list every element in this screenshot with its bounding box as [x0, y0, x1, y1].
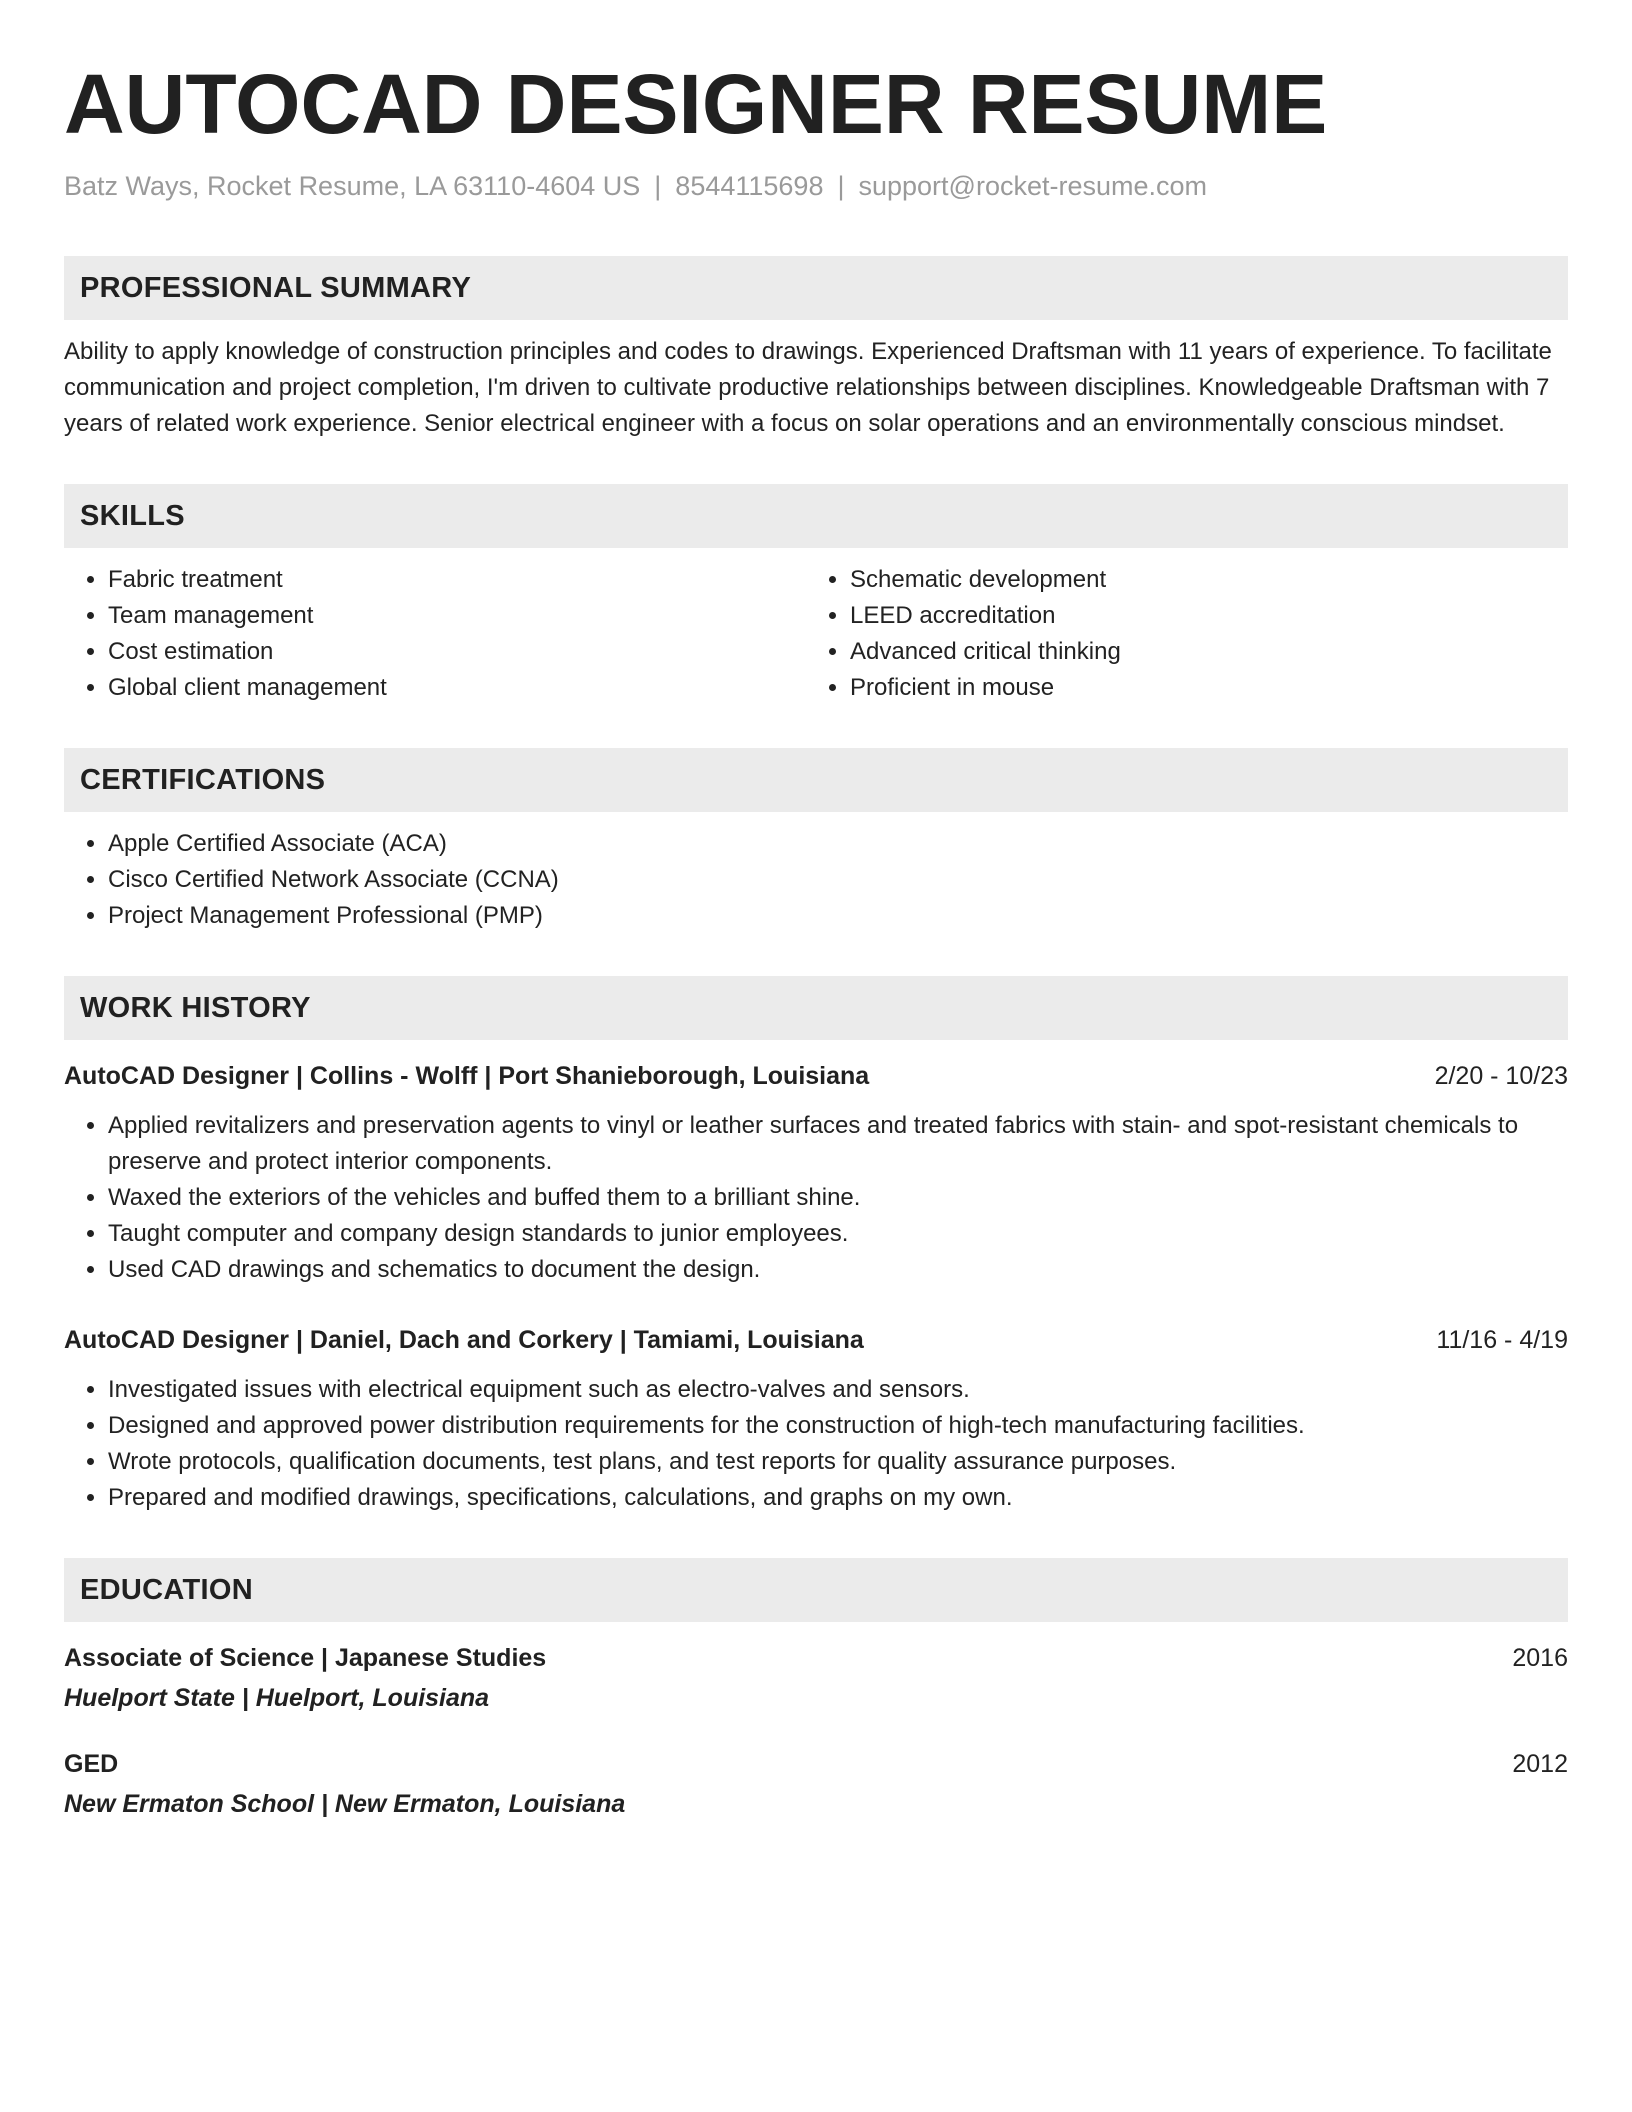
certification-item: • Project Management Professional (PMP) — [108, 898, 1568, 934]
education-degree: GED — [64, 1750, 119, 1778]
certification-item: • Apple Certified Associate (ACA) — [108, 826, 1568, 862]
job-dates: 11/16 - 4/19 — [1436, 1326, 1568, 1354]
certification-item: • Cisco Certified Network Associate (CCNA) — [108, 862, 1568, 898]
job-bullets — [64, 1372, 1568, 1516]
contact-line — [64, 168, 1568, 204]
resume-title: AUTOCAD DESIGNER RESUME — [64, 57, 1328, 151]
job-header — [64, 1058, 1568, 1094]
education-entry — [64, 1640, 1568, 1716]
contact-phone: 8544115698 — [675, 171, 824, 201]
skills-heading: SKILLS — [80, 499, 185, 532]
education-year: 2012 — [1512, 1750, 1568, 1778]
job-bullet: • Taught computer and company design standards to junior employees. — [108, 1216, 1568, 1252]
job-entry — [64, 1058, 1568, 1288]
education-school: Huelport State | Huelport, Louisiana — [64, 1684, 490, 1712]
summary-heading: PROFESSIONAL SUMMARY — [80, 271, 472, 304]
job-bullet: • Applied revitalizers and preservation agents to vinyl or leather surfaces and treated fabrics with stain- and spot-resistant chemicals to preserve and protect interior components. — [108, 1108, 1568, 1180]
job-header — [64, 1322, 1568, 1358]
contact-email: support@rocket-resume.com — [858, 171, 1208, 201]
skills-section-header — [64, 484, 1568, 548]
skill-item: • Team management — [108, 598, 806, 634]
job-bullet: • Waxed the exteriors of the vehicles and buffed them to a brilliant shine. — [108, 1180, 1568, 1216]
job-title: AutoCAD Designer | Collins - Wolff | Port Shanieborough, Louisiana — [64, 1062, 870, 1090]
skill-item: • Proficient in mouse — [850, 670, 1548, 706]
skill-item: • LEED accreditation — [850, 598, 1548, 634]
resume-page — [64, 54, 1568, 1822]
job-bullet: • Prepared and modified drawings, specifications, calculations, and graphs on my own. — [108, 1480, 1568, 1516]
education-header — [64, 1746, 1568, 1782]
education-heading: EDUCATION — [80, 1573, 253, 1606]
skill-item: • Schematic development — [850, 562, 1548, 598]
skills-list-left — [64, 562, 806, 706]
job-bullet: • Investigated issues with electrical equipment such as electro-valves and sensors. — [108, 1372, 1568, 1408]
education-year: 2016 — [1512, 1644, 1568, 1672]
work-section-header — [64, 976, 1568, 1040]
job-bullets — [64, 1108, 1568, 1288]
certifications-list — [64, 826, 1568, 934]
certifications-heading: CERTIFICATIONS — [80, 763, 326, 796]
work-heading: WORK HISTORY — [80, 991, 311, 1024]
education-header — [64, 1640, 1568, 1676]
education-school: New Ermaton School | New Ermaton, Louisiana — [64, 1790, 626, 1818]
job-bullet: • Wrote protocols, qualification documents, test plans, and test reports for quality assurance purposes. — [108, 1444, 1568, 1480]
skill-item: • Cost estimation — [108, 634, 806, 670]
summary-text: Ability to apply knowledge of construction principles and codes to drawings. Experienced Draftsman with 11 years of experience. To facilitate communication and project completion, I'm driven to cultivate productive relationships between disciplines. Knowledgeable Draftsman with 7 years of related work experience. Senior electrical engineer with a focus on solar operations and an environmentally conscious mindset. — [64, 338, 1552, 437]
skill-item: • Advanced critical thinking — [850, 634, 1548, 670]
certifications-section-header — [64, 748, 1568, 812]
skill-item: • Global client management — [108, 670, 806, 706]
job-bullet: • Used CAD drawings and schematics to document the design. — [108, 1252, 1568, 1288]
job-dates: 2/20 - 10/23 — [1434, 1062, 1568, 1090]
skills-list-right — [806, 562, 1548, 706]
skills-columns — [64, 562, 1568, 706]
education-degree: Associate of Science | Japanese Studies — [64, 1644, 547, 1672]
job-bullet: • Designed and approved power distribution requirements for the construction of high-tech manufacturing facilities. — [108, 1408, 1568, 1444]
job-entry — [64, 1322, 1568, 1516]
contact-address: Batz Ways, Rocket Resume, LA 63110-4604 US — [64, 171, 641, 201]
job-title: AutoCAD Designer | Daniel, Dach and Corkery | Tamiami, Louisiana — [64, 1326, 864, 1354]
education-section-header — [64, 1558, 1568, 1622]
skill-item: • Fabric treatment — [108, 562, 806, 598]
contact-separator: | — [654, 171, 662, 201]
contact-separator: | — [837, 171, 845, 201]
education-entry — [64, 1746, 1568, 1822]
summary-section-header — [64, 256, 1568, 320]
